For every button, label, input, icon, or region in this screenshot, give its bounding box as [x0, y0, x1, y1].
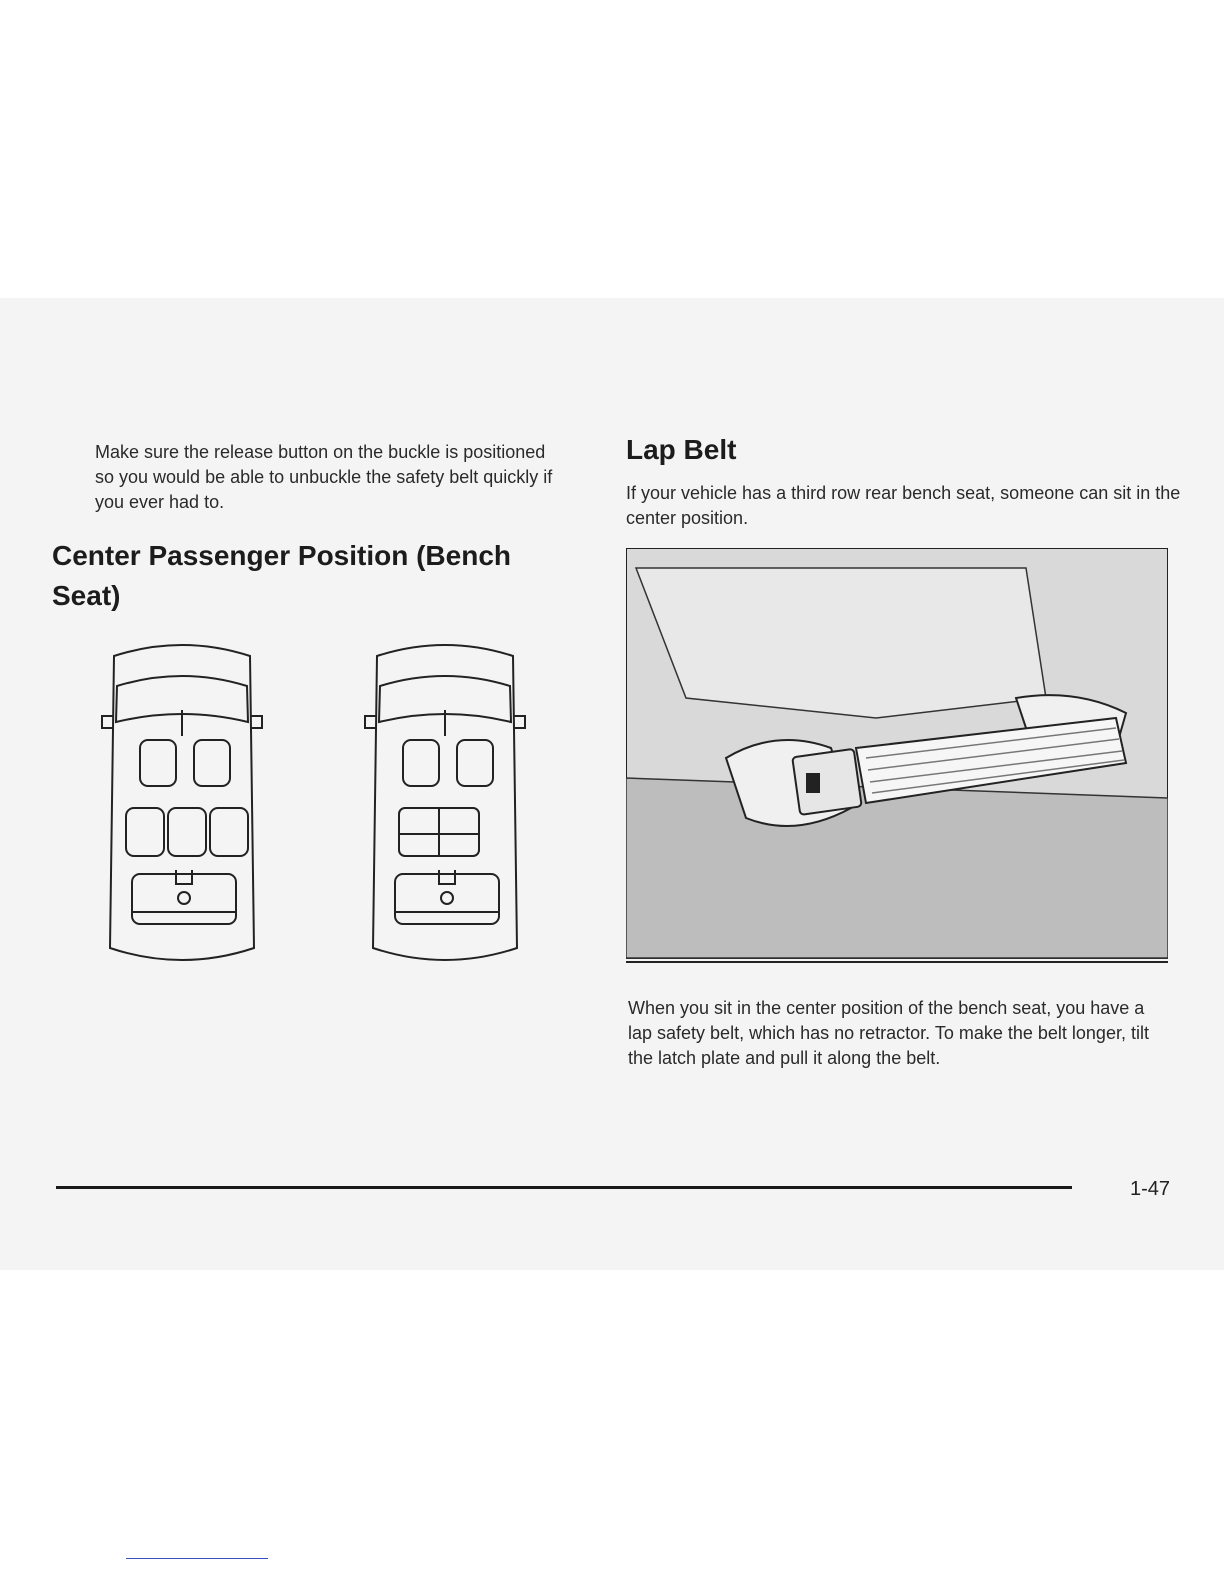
center-occupant-body — [439, 870, 455, 884]
center-occupant-head — [441, 892, 453, 904]
seating-diagram-split-bench — [355, 636, 535, 972]
center-occupant-body — [176, 870, 192, 884]
lap — [626, 778, 1168, 958]
intro-paragraph: Make sure the release button on the buckle is positioned so you would be able to unbuckle the safety belt quickly if you ever had to. — [95, 442, 553, 512]
section-heading-center-passenger: Center Passenger Position (Bench Seat) — [52, 540, 512, 611]
second-row-left-seat — [126, 808, 164, 856]
second-row-right-seat — [210, 808, 248, 856]
lap-belt-illustration — [626, 548, 1168, 968]
lap-belt-intro: If your vehicle has a third row rear bench seat, someone can sit in the center position. — [626, 483, 1181, 528]
sweater — [636, 568, 1046, 718]
center-occupant-head — [178, 892, 190, 904]
second-row-center-seat — [168, 808, 206, 856]
driver-seat — [403, 740, 439, 786]
footer-rule — [56, 1186, 1072, 1189]
lap-belt-caption: When you sit in the center position of the bench seat, you have a lap safety belt, which has no retractor. To make the belt longer, tilt the latch plate and pull it along the belt. — [628, 998, 1149, 1068]
page-number: 1-47 — [1130, 1178, 1171, 1200]
driver-seat — [140, 740, 176, 786]
divider — [126, 1558, 268, 1559]
seating-diagram-bench-row — [92, 636, 272, 972]
third-row-bench-seat — [132, 874, 236, 924]
section-heading-lap-belt: Lap Belt — [626, 434, 737, 465]
latch-plate — [792, 749, 861, 815]
front-passenger-seat — [194, 740, 230, 786]
third-row-bench-seat — [395, 874, 499, 924]
front-passenger-seat — [457, 740, 493, 786]
